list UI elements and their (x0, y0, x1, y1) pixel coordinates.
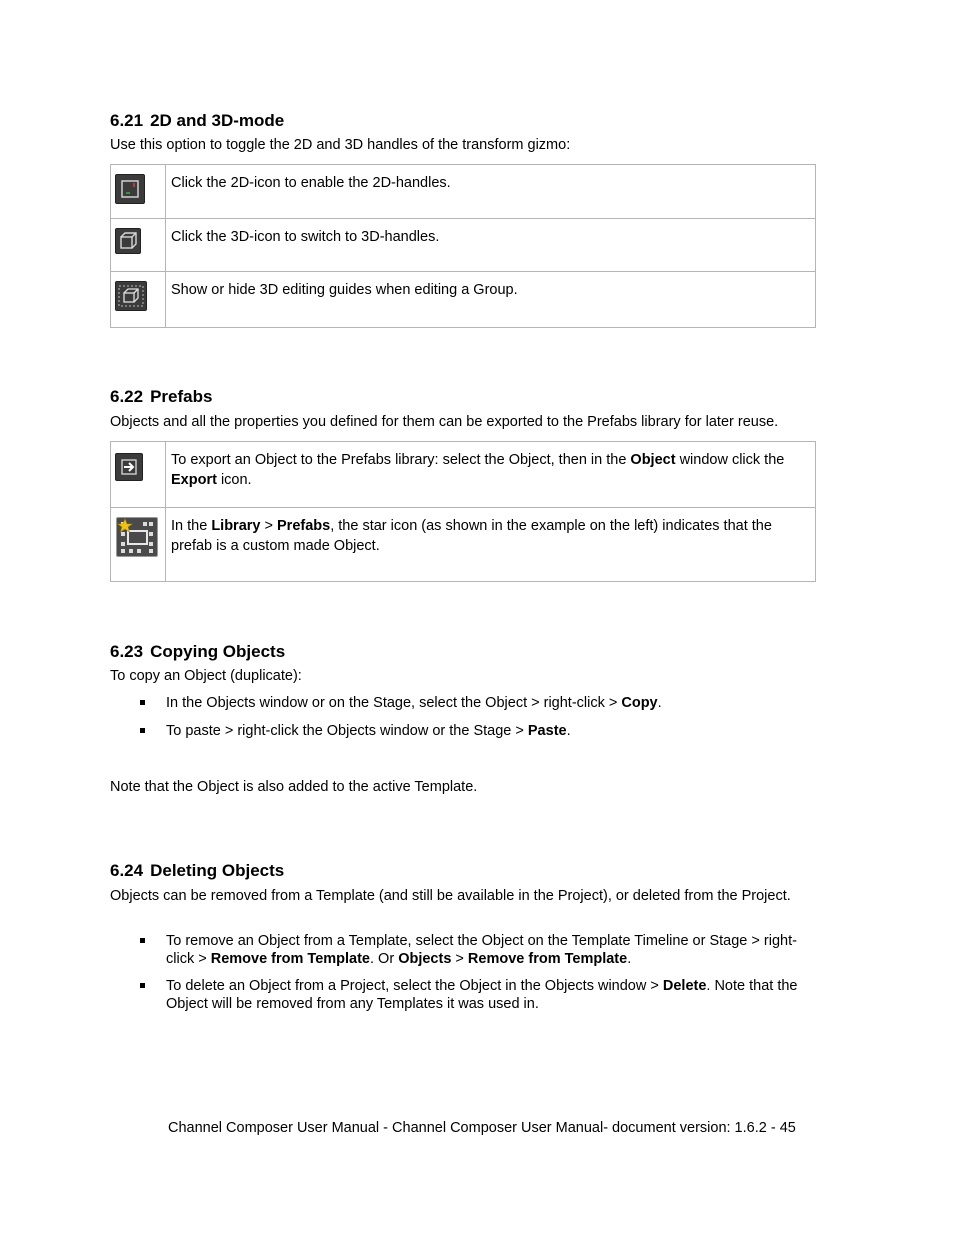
list-item: In the Objects window or on the Stage, select the Object > right-click > Copy. (110, 694, 830, 712)
bullet-icon (140, 938, 145, 943)
row-text: Show or hide 3D editing guides when editing a Group. (166, 272, 816, 328)
delete-steps-list (110, 932, 830, 1013)
list-item: To delete an Object from a Project, select the Object in the Objects window > Delete. Note that the Object will be removed from any Templates it was used in. (110, 977, 830, 1013)
page-footer: Channel Composer User Manual - Channel Composer User Manual- document version: 1.6.2 - 45 (168, 1120, 796, 1136)
export-icon (115, 453, 143, 481)
2d-mode-icon (115, 174, 145, 204)
list-item: To remove an Object from a Template, select the Object on the Template Timeline or Stage > right-click > Remove from Template. Or Objects > Remove from Template. (110, 932, 830, 968)
bullet-icon (140, 700, 145, 705)
row-text: Click the 2D-icon to enable the 2D-handles. (166, 165, 816, 219)
copy-steps-list (110, 694, 830, 740)
bullet-icon (140, 983, 145, 988)
intro-6-24: Objects can be removed from a Template (and still be available in the Project), or deleted from the Project. (110, 888, 791, 904)
row-text: Click the 3D-icon to switch to 3D-handles. (166, 219, 816, 272)
bullet-icon (140, 728, 145, 733)
prefab-icons-table (110, 441, 816, 582)
3d-mode-icon (115, 228, 141, 254)
row-text: In the Library > Prefabs, the star icon (as shown in the example on the left) indicates that the prefab is a custom made Object. (166, 508, 816, 582)
heading-6-21: 6.21 2D and 3D-mode (110, 111, 285, 130)
heading-6-22: 6.22 Prefabs (110, 387, 213, 406)
heading-6-24: 6.24 Deleting Objects (110, 861, 285, 880)
table-row (111, 442, 816, 508)
list-item: To paste > right-click the Objects window or the Stage > Paste. (110, 722, 830, 740)
row-text: To export an Object to the Prefabs library: select the Object, then in the Object window click the Export icon. (166, 442, 816, 508)
table-row (111, 165, 816, 219)
note-6-23: Note that the Object is also added to the active Template. (110, 779, 478, 795)
custom-prefab-star-icon (116, 517, 158, 557)
table-row (111, 219, 816, 272)
table-row (111, 272, 816, 328)
intro-6-21: Use this option to toggle the 2D and 3D handles of the transform gizmo: (110, 137, 571, 153)
mode-icons-table (110, 164, 816, 328)
intro-6-22: Objects and all the properties you defined for them can be exported to the Prefabs library for later reuse. (110, 414, 779, 430)
heading-6-23: 6.23 Copying Objects (110, 642, 286, 661)
intro-6-23: To copy an Object (duplicate): (110, 668, 302, 684)
3d-guides-icon (115, 281, 147, 311)
table-row (111, 508, 816, 582)
